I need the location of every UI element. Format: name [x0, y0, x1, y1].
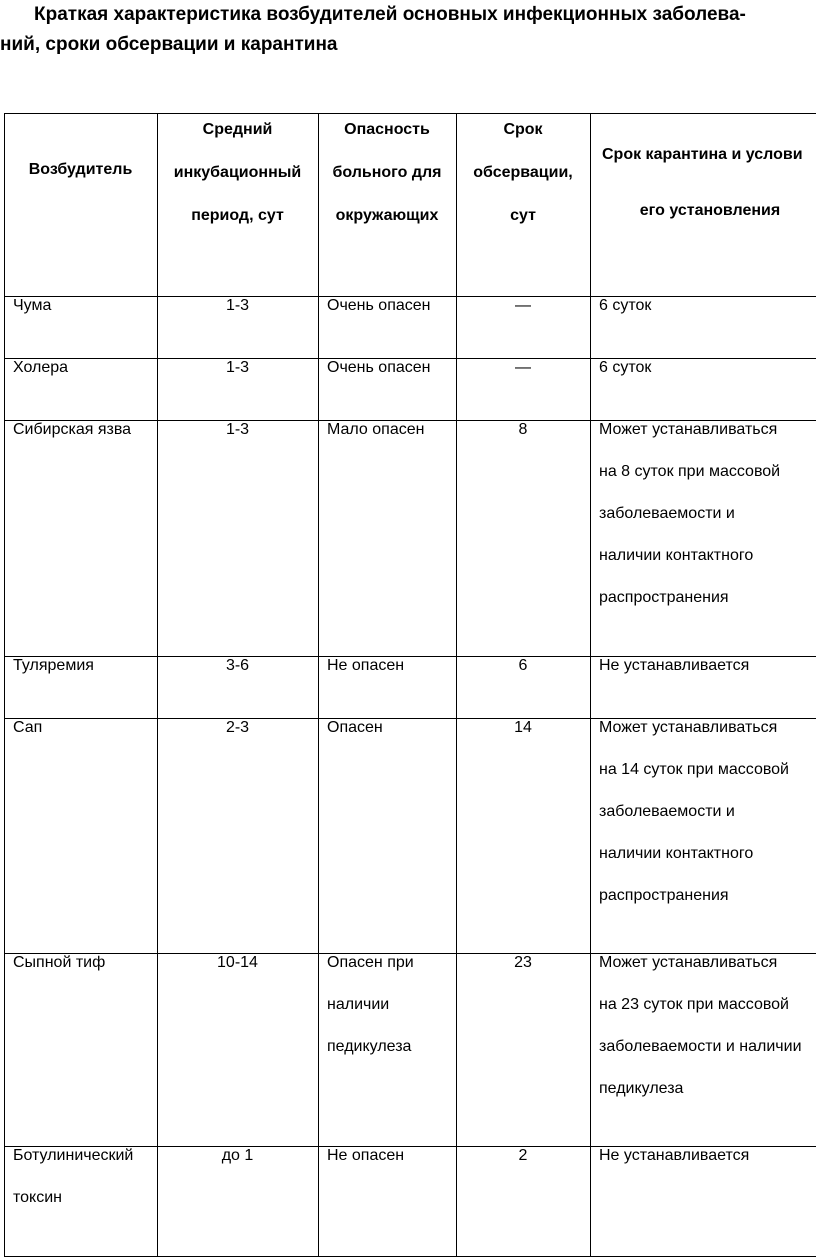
- cell-quarantine: педикулеза: [599, 1080, 684, 1097]
- cell-quarantine: заболеваемости и наличии: [599, 1038, 802, 1055]
- cell-incubation: 1-3: [225, 359, 250, 376]
- header-pathogen: [4, 148, 157, 191]
- table-column-divider: [4, 113, 5, 1256]
- cell-observation: 23: [514, 954, 532, 971]
- cell-observation: —: [515, 297, 531, 314]
- header-pathogen-line: Возбудитель: [28, 161, 133, 178]
- cell-incubation: 10-14: [217, 954, 258, 971]
- cell-pathogen: Туляремия: [13, 657, 94, 674]
- table-column-divider: [318, 113, 319, 1256]
- cell-observation: 2: [518, 1147, 528, 1164]
- cell-danger: наличии: [327, 996, 390, 1013]
- header-danger-line: окружающих: [335, 207, 439, 224]
- cell-danger: Опасен: [327, 719, 383, 736]
- cell-quarantine: 6 суток: [599, 359, 652, 376]
- header-observation: [456, 108, 590, 237]
- cell-pathogen: Сап: [13, 719, 43, 736]
- header-observation-line: сут: [510, 207, 536, 224]
- cell-incubation: 3-6: [225, 657, 250, 674]
- title-line-2: ний, сроки обсервации и карантина: [0, 34, 338, 55]
- cell-pathogen: Чума: [13, 297, 52, 314]
- cell-observation: 6: [518, 657, 528, 674]
- header-danger-line: Опасность: [344, 121, 430, 138]
- table-column-divider: [590, 113, 591, 1256]
- cell-pathogen: Холера: [13, 359, 69, 376]
- cell-quarantine: Может устанавливаться: [599, 421, 778, 438]
- header-incubation-line: период, сут: [191, 207, 284, 224]
- cell-danger: Очень опасен: [327, 297, 431, 314]
- cell-quarantine: на 8 суток при массовой: [599, 463, 781, 480]
- cell-pathogen: токсин: [13, 1189, 62, 1206]
- cell-pathogen: Сибирская язва: [13, 421, 132, 438]
- cell-danger: педикулеза: [327, 1038, 412, 1055]
- header-observation-line: обсервации,: [473, 164, 573, 181]
- cell-quarantine: наличии контактного: [599, 845, 754, 862]
- cell-quarantine: на 14 суток при массовой: [599, 761, 789, 778]
- header-quarantine: [590, 127, 816, 239]
- cell-danger: Не опасен: [327, 657, 405, 674]
- cell-quarantine: Может устанавливаться: [599, 719, 778, 736]
- cell-pathogen: Сыпной тиф: [13, 954, 106, 971]
- cell-quarantine: заболеваемости и: [599, 803, 735, 820]
- cell-quarantine: наличии контактного: [599, 547, 754, 564]
- cell-quarantine: Не устанавливается: [599, 1147, 750, 1164]
- cell-danger: Не опасен: [327, 1147, 405, 1164]
- cell-quarantine: заболеваемости и: [599, 505, 735, 522]
- header-quarantine-line: его установления: [639, 202, 781, 219]
- cell-danger: Мало опасен: [327, 421, 425, 438]
- cell-quarantine: на 23 суток при массовой: [599, 996, 789, 1013]
- header-danger: [318, 108, 456, 237]
- header-incubation: [157, 108, 318, 237]
- cell-incubation: 1-3: [225, 297, 250, 314]
- cell-incubation: до 1: [221, 1147, 254, 1164]
- table-row-divider: [4, 1256, 816, 1257]
- cell-danger: Опасен при: [327, 954, 414, 971]
- cell-danger: Очень опасен: [327, 359, 431, 376]
- header-incubation-line: инкубационный: [173, 164, 302, 181]
- title-line-1: Краткая характеристика возбудителей основных инфекционных заболева-: [34, 4, 746, 25]
- cell-incubation: 2-3: [225, 719, 250, 736]
- cell-quarantine: распространения: [599, 589, 729, 606]
- cell-observation: —: [515, 359, 531, 376]
- header-incubation-line: Средний: [202, 121, 273, 138]
- cell-quarantine: Может устанавливаться: [599, 954, 778, 971]
- cell-quarantine: распространения: [599, 887, 729, 904]
- cell-observation: 8: [518, 421, 528, 438]
- header-danger-line: больного для: [332, 164, 442, 181]
- cell-observation: 14: [514, 719, 532, 736]
- cell-pathogen: Ботулинический: [13, 1147, 134, 1164]
- cell-incubation: 1-3: [225, 421, 250, 438]
- header-quarantine-line: Срок карантина и услови: [602, 146, 803, 163]
- header-observation-line: Срок: [503, 121, 543, 138]
- cell-quarantine: Не устанавливается: [599, 657, 750, 674]
- cell-quarantine: 6 суток: [599, 297, 652, 314]
